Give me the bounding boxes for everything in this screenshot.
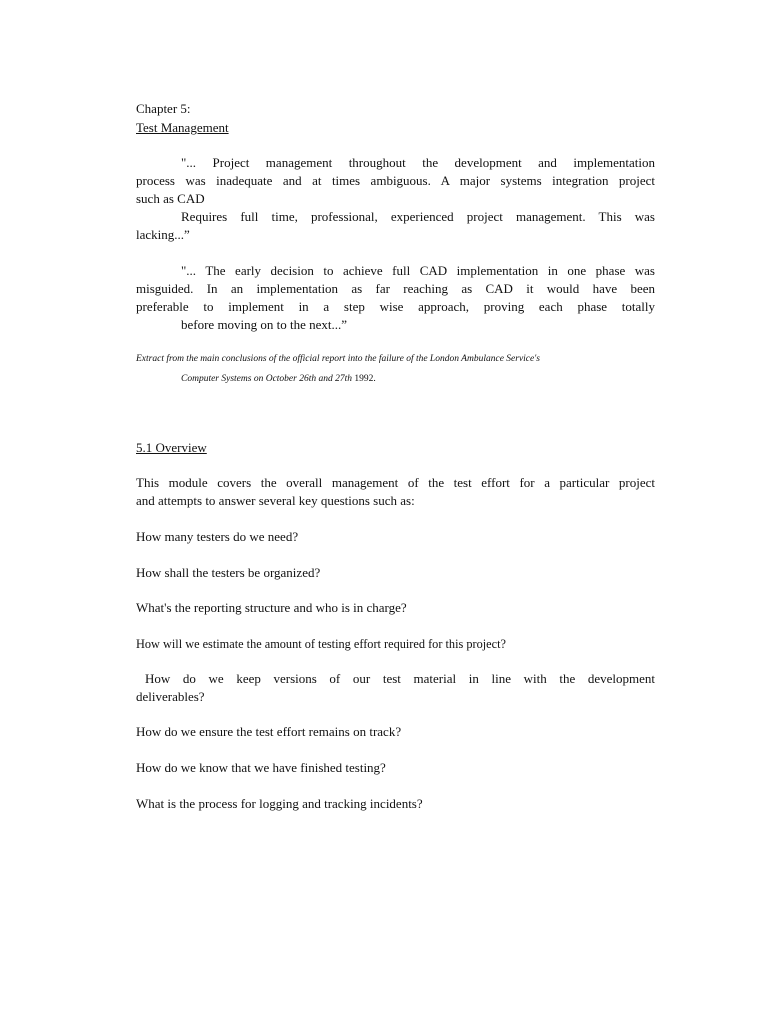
source-line2	[181, 373, 376, 386]
source-year: 1992.	[354, 374, 376, 384]
quote1-line5: lacking...”	[136, 227, 190, 242]
chapter-title: Test Management	[136, 120, 229, 135]
question-item-continued: deliverables?	[136, 689, 205, 704]
quote2-line2: misguided. In an implementation as far reaching as CAD it would have been	[136, 281, 655, 296]
question-item: How do we know that we have finished testing?	[136, 760, 386, 775]
quote1-line2: process was inadequate and at times ambiguous. A major systems integration project	[136, 173, 655, 188]
question-item: How do we ensure the test effort remains on track?	[136, 724, 402, 739]
quote1-line4: Requires full time, professional, experienced project management. This was	[181, 209, 655, 224]
question-item: What's the reporting structure and who is in charge?	[136, 600, 407, 615]
section-intro-line2: and attempts to answer several key questions such as:	[136, 493, 415, 508]
quote2-line4: before moving on to the next...”	[181, 317, 348, 332]
source-line1: Extract from the main conclusions of the official report into the failure of the London Ambulance Service's	[136, 354, 540, 364]
quote2-line3: preferable to implement in a step wise approach, proving each phase totally	[136, 299, 655, 314]
section-intro-line1: This module covers the overall management of the test effort for a particular project	[136, 475, 655, 490]
quote1-line1: "... Project management throughout the development and implementation	[181, 155, 655, 170]
question-item: How shall the testers be organized?	[136, 565, 321, 580]
question-item: How many testers do we need?	[136, 529, 299, 544]
quote1-line3: such as CAD	[136, 191, 205, 206]
chapter-number: Chapter 5:	[136, 101, 191, 116]
source-line2-prefix: Computer Systems on October 26th and 27th	[181, 374, 355, 384]
question-item: How do we keep versions of our test material in line with the development	[145, 671, 655, 686]
question-item: What is the process for logging and tracking incidents?	[136, 796, 423, 811]
section-heading: 5.1 Overview	[136, 440, 207, 455]
quote2-line1: "... The early decision to achieve full CAD implementation in one phase was	[181, 263, 655, 278]
question-item: How will we estimate the amount of testing effort required for this project?	[136, 637, 506, 651]
